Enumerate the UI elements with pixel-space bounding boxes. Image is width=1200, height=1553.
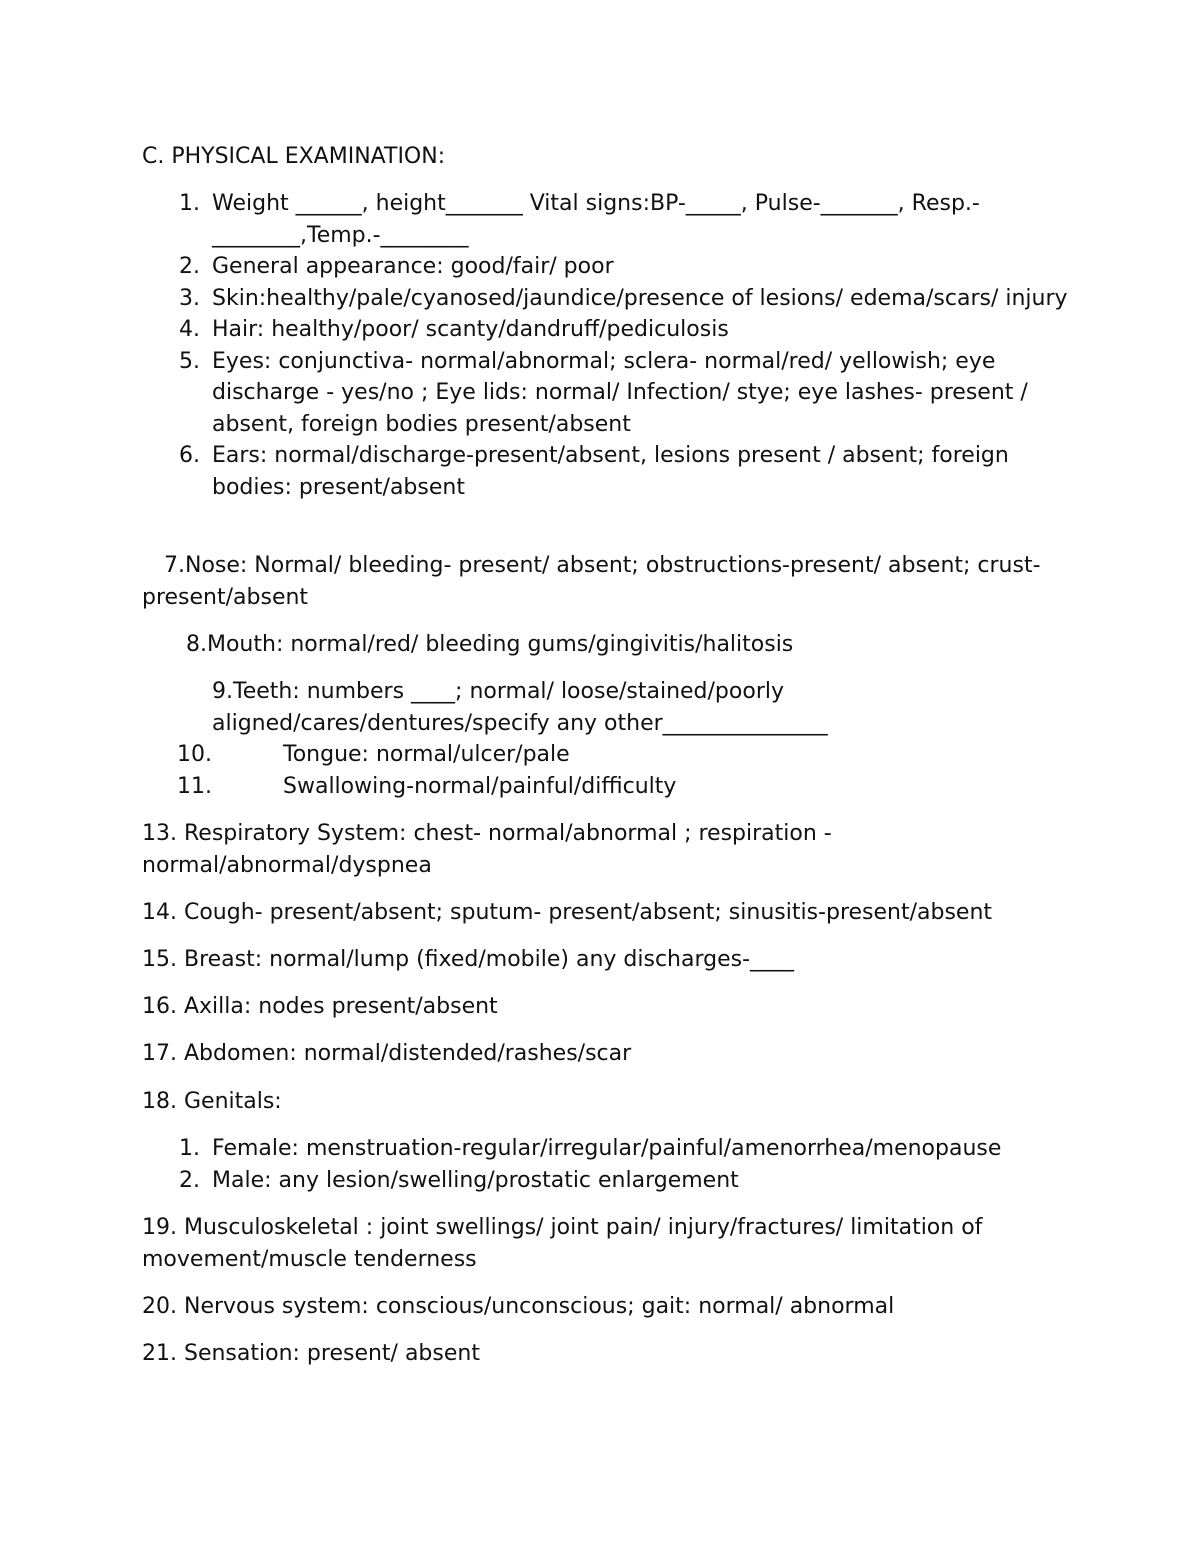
teeth-paragraph: 9.Teeth: numbers ____; normal/ loose/stained/poorly aligned/cares/dentures/specify any other_______________ (212, 679, 828, 736)
mouth-paragraph: 8.Mouth: normal/red/ bleeding gums/gingivitis/halitosis (186, 632, 794, 657)
list-number: 10. (177, 742, 212, 767)
breast-paragraph: 15. Breast: normal/lump (fixed/mobile) any discharges-____ (142, 947, 795, 972)
list-item (0, 314, 1072, 346)
list-item (0, 346, 1072, 441)
list-item (0, 1133, 1112, 1165)
list-item-text: Female: menstruation-regular/irregular/painful/amenorrhea/menopause (212, 1136, 1002, 1161)
nose-paragraph: 7.Nose: Normal/ bleeding- present/ absent; obstructions-present/ absent; crust- present/absent (142, 553, 1041, 610)
exam-list-c (0, 1133, 1200, 1196)
list-number: 1. (179, 1136, 200, 1161)
respiratory-paragraph: 13. Respiratory System: chest- normal/abnormal ; respiration -normal/abnormal/dyspnea (142, 821, 832, 878)
list-item-text: Tongue: normal/ulcer/pale (283, 742, 570, 767)
list-item-text: Weight ______, height_______ Vital signs:BP-_____, Pulse-_______, Resp.-________,Temp.-________ (212, 191, 980, 248)
list-item-text: Skin:healthy/pale/cyanosed/jaundice/presence of lesions/ edema/scars/ injury (212, 285, 1068, 311)
list-number: 11. (177, 773, 212, 799)
list-item-text: Male: any lesion/swelling/prostatic enlargement (212, 1167, 739, 1193)
list-item-text: Swallowing-normal/painful/difficulty (283, 773, 677, 799)
genitals-heading: 18. Genitals: (142, 1089, 282, 1114)
nervous-paragraph: 20. Nervous system: conscious/unconscious; gait: normal/ abnormal (142, 1294, 895, 1319)
list-item (0, 283, 1072, 315)
list-item (0, 739, 1063, 771)
list-number: 4. (179, 317, 200, 342)
section-heading: C. PHYSICAL EXAMINATION: (142, 144, 446, 169)
list-number: 2. (179, 1167, 200, 1193)
list-item (0, 251, 1072, 283)
cough-paragraph: 14. Cough- present/absent; sputum- present/absent; sinusitis-present/absent (142, 900, 993, 925)
list-item-text: General appearance: good/fair/ poor (212, 254, 614, 279)
musculoskeletal-paragraph: 19. Musculoskeletal : joint swellings/ joint pain/ injury/fractures/ limitation of movement/muscle tenderness (142, 1215, 983, 1272)
list-number: 5. (179, 348, 200, 374)
list-item (0, 188, 1072, 251)
list-item-text: Ears: normal/discharge-present/absent, lesions present / absent; foreign bodies: present/absent (212, 443, 1009, 500)
sensation-paragraph: 21. Sensation: present/ absent (142, 1341, 480, 1366)
list-number: 3. (179, 285, 200, 311)
list-number: 1. (179, 191, 200, 216)
abdomen-paragraph: 17. Abdomen: normal/distended/rashes/scar (142, 1041, 632, 1066)
exam-list-b (0, 739, 1200, 802)
list-item-text: Eyes: conjunctiva- normal/abnormal; sclera- normal/red/ yellowish; eye discharge - yes/no ; Eye lids: normal/ Infection/ stye; eye lashes- present / absent, foreign bodies present/absent (212, 348, 1028, 437)
list-number: 6. (179, 443, 200, 468)
list-item (0, 1165, 1112, 1197)
list-item (0, 440, 1072, 503)
list-item-text: Hair: healthy/poor/ scanty/dandruff/pediculosis (212, 317, 729, 342)
exam-list-a (0, 188, 1200, 503)
list-number: 2. (179, 254, 200, 279)
list-item (0, 771, 1063, 803)
axilla-paragraph: 16. Axilla: nodes present/absent (142, 994, 498, 1019)
